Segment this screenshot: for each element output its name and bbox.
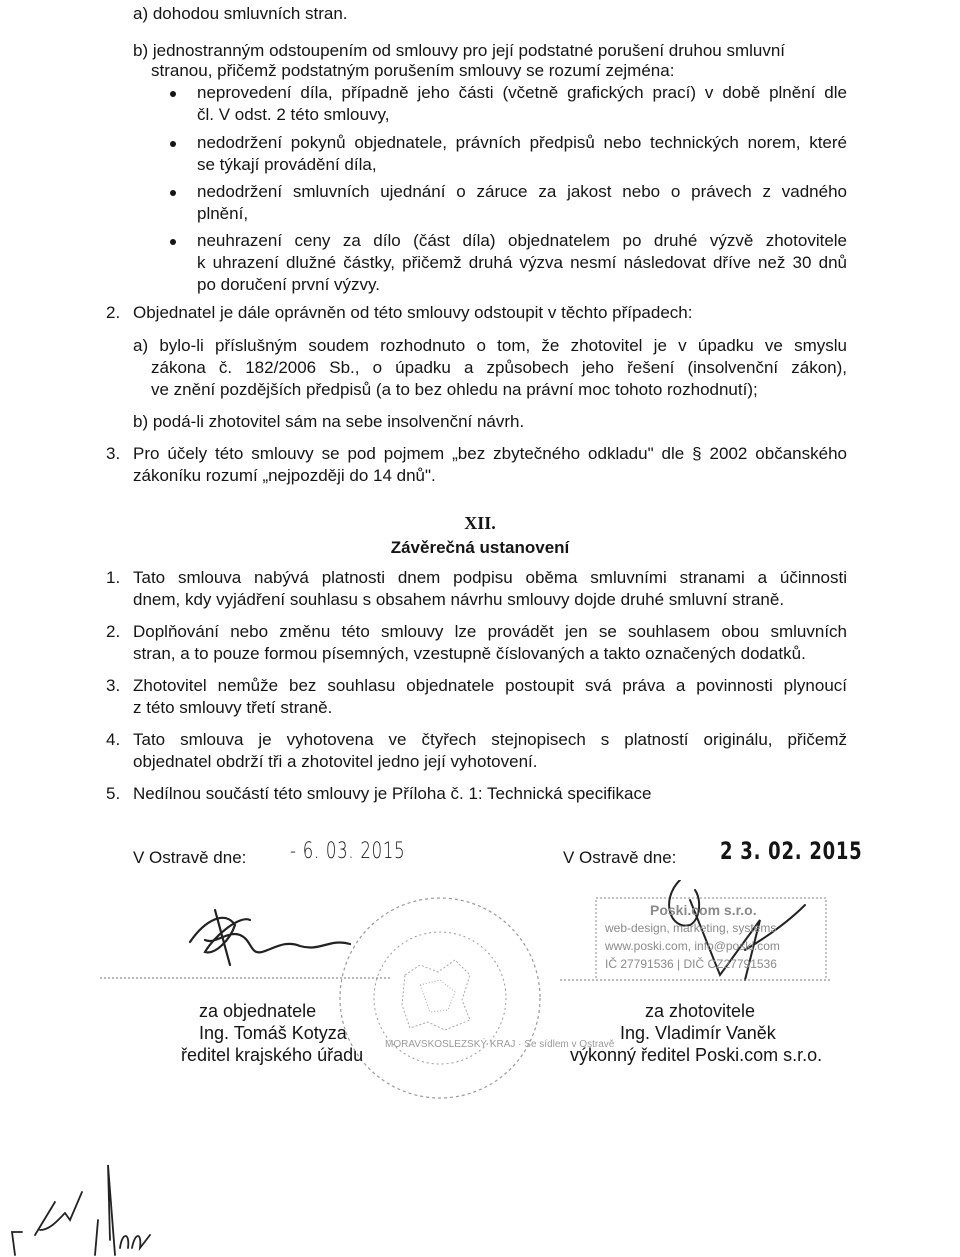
signature-graphics bbox=[0, 880, 960, 1257]
item-line: Tato smlouva nabývá platnosti dnem podpisu oběma smluvními stranami a účinnosti bbox=[133, 568, 847, 587]
stamp-line: web-design, marketing, systems bbox=[605, 921, 777, 935]
left-date: - 6. 03. 2015 bbox=[290, 839, 406, 864]
bullet-item-line: po doručení první výzvy. bbox=[197, 275, 380, 294]
stamp-line: www.poski.com, info@poski.com bbox=[605, 939, 780, 953]
bullet-item-line: čl. V odst. 2 této smlouvy, bbox=[197, 105, 390, 124]
stamp-line: IČ 27791536 | DIČ CZ27791536 bbox=[605, 957, 777, 971]
section-title: Závěrečná ustanovení bbox=[390, 538, 570, 557]
paragraph-number: 2. bbox=[106, 303, 121, 322]
section-number: XII. bbox=[464, 513, 496, 533]
paragraph-number: 3. bbox=[106, 444, 121, 463]
item-number: 2. bbox=[106, 622, 121, 641]
left-signatory-role: za objednatele bbox=[199, 1001, 317, 1021]
item-number: 4. bbox=[106, 730, 121, 749]
paragraph-line: Pro účely této smlouvy se pod pojmem „bez zbytečného odkladu" dle § 2002 občanského bbox=[133, 444, 847, 463]
stamp-line: Poski.com s.r.o. bbox=[650, 902, 757, 918]
item-line: objednatel obdrží tři a zhotovitel jedno její vyhotovení. bbox=[133, 752, 538, 771]
paragraph-line: zákoníku rozumí „nejpozději do 14 dnů". bbox=[133, 466, 436, 485]
initials-signature bbox=[12, 1165, 150, 1255]
right-signatory-role: za zhotovitele bbox=[645, 1001, 756, 1021]
item-line: z této smlouvy třetí straně. bbox=[133, 698, 333, 717]
right-signatory-name: Ing. Vladimír Vaněk bbox=[620, 1023, 776, 1043]
seal-text: MORAVSKOSLEZSKÝ KRAJ · Se sídlem v Ostravě bbox=[385, 1039, 615, 1050]
clause-a: a) dohodou smluvních stran. bbox=[133, 4, 348, 23]
bullet-item-line: plnění, bbox=[197, 204, 249, 223]
item-line: Tato smlouva je vyhotovena ve čtyřech stejnopisech s platností originálu, přičemž bbox=[133, 730, 847, 749]
bullet-dot bbox=[170, 141, 176, 147]
right-place-label: V Ostravě dne: bbox=[563, 848, 677, 867]
bullet-item-line: nedodržení pokynů objednatele, právních předpisů nebo technických norem, které bbox=[197, 133, 847, 152]
item-line: Nedílnou součástí této smlouvy je Příloha č. 1: Technická specifikace bbox=[133, 784, 652, 803]
item-line: Doplňování nebo změnu této smlouvy lze provádět jen se souhlasem obou smluvních bbox=[133, 622, 847, 641]
bullet-item-line: neuhrazení ceny za dílo (část díla) objednatelem po druhé výzvě zhotovitele bbox=[197, 231, 847, 250]
bullet-item-line: nedodržení smluvních ujednání o záruce za jakost nebo o právech z vadného bbox=[197, 182, 847, 201]
bullet-item-line: k uhrazení dlužné částky, přičemž druhá výzva nesmí následovat dříve než 30 dnů bbox=[197, 253, 847, 272]
paragraph-line: ve znění pozdějších předpisů (a to bez ohledu na právní moc tohoto rozhodnutí); bbox=[151, 380, 758, 399]
paragraph-line: b) podá-li zhotovitel sám na sebe insolvenční návrh. bbox=[133, 412, 525, 431]
item-line: dnem, kdy vyjádření souhlasu s obsahem návrhu smlouvy dojde druhé smluvní straně. bbox=[133, 590, 785, 609]
item-number: 3. bbox=[106, 676, 121, 695]
official-seal bbox=[340, 898, 540, 1098]
clause-b-line1: b) jednostranným odstoupením od smlouvy pro její podstatné porušení druhou smluvní bbox=[133, 41, 786, 60]
paragraph-text: Objednatel je dále oprávněn od této smlouvy odstoupit v těchto případech: bbox=[133, 303, 693, 322]
item-line: Zhotovitel nemůže bez souhlasu objednatele postoupit svá práva a povinnosti plynoucí bbox=[133, 676, 847, 695]
paragraph-line: zákona č. 182/2006 Sb., o úpadku a způsobech jeho řešení (insolvenční zákon), bbox=[151, 358, 847, 377]
bullet-dot bbox=[170, 239, 176, 245]
right-signatory-title: výkonný ředitel Poski.com s.r.o. bbox=[570, 1045, 823, 1065]
item-number: 1. bbox=[106, 568, 121, 587]
left-place-label: V Ostravě dne: bbox=[133, 848, 247, 867]
item-line: stran, a to pouze formou písemných, vzestupně číslovaných a takto označených dodatků. bbox=[133, 644, 806, 663]
clause-b-line2: stranou, přičemž podstatným porušením smlouvy se rozumí zejména: bbox=[151, 61, 675, 80]
bullet-item-line: se týkají provádění díla, bbox=[197, 155, 377, 174]
right-date: 2 3. 02. 2015 bbox=[720, 837, 863, 865]
left-signatory-title: ředitel krajského úřadu bbox=[181, 1045, 364, 1065]
bullet-dot bbox=[170, 190, 176, 196]
left-signature bbox=[190, 910, 350, 965]
paragraph-line: a) bylo-li příslušným soudem rozhodnuto o tom, že zhotovitel je v úpadku ve smyslu bbox=[133, 336, 847, 355]
bullet-dot bbox=[170, 91, 176, 97]
bullet-item-line: neprovedení díla, případně jeho části (včetně grafických prací) v době plnění dle bbox=[197, 83, 847, 102]
item-number: 5. bbox=[106, 784, 121, 803]
left-signatory-name: Ing. Tomáš Kotyza bbox=[199, 1023, 347, 1043]
